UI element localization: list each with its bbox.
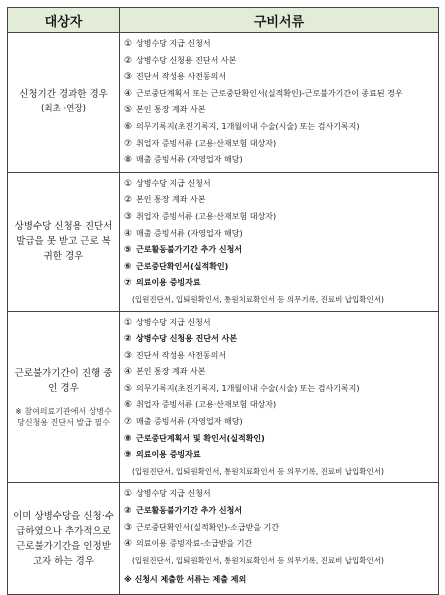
target-cell (8, 33, 120, 173)
item-number: ③ (124, 72, 133, 83)
target-cell (8, 311, 120, 483)
item-text: 매출 증빙서류 (자영업자 해당) (136, 417, 243, 427)
item-number: ⑨ (124, 450, 132, 461)
item-number: ① (124, 489, 133, 500)
document-item (124, 176, 435, 193)
document-item (124, 53, 435, 70)
item-text: 의료이용 증빙자료-소급받을 기간 (136, 539, 253, 549)
document-item (124, 381, 435, 398)
item-text: 의료이용 증빙자료 (136, 450, 201, 460)
document-item (124, 431, 435, 448)
document-item (124, 136, 435, 153)
required-documents-table (7, 7, 439, 595)
table-row (8, 33, 439, 173)
document-item (124, 364, 435, 381)
item-text: 본인 통장 계좌 사본 (136, 195, 206, 205)
item-number: ⑤ (124, 245, 132, 256)
target-note: ※ 참여의료기관에서 상병수당신청용 진단서 발급 필수 (15, 406, 112, 427)
document-item (124, 536, 435, 553)
item-number: ⑦ (124, 278, 132, 289)
item-number: ⑥ (124, 261, 132, 272)
document-detail: (입원진단서, 입퇴원확인서, 통원치료확인서 등 의무기록, 진료비 납입확인서) (132, 555, 384, 565)
item-text: 매출 증빙서류 (자영업자 해당) (136, 228, 243, 238)
table-row (8, 311, 439, 483)
item-number: ① (124, 39, 133, 49)
target-cell (8, 483, 120, 595)
item-text: 근로중단계획서 및 확인서(실적확인) (136, 433, 265, 443)
document-item (124, 397, 435, 414)
documents-cell (120, 172, 439, 311)
document-item (124, 152, 435, 169)
item-text: 본인 통장 계좌 사본 (136, 367, 206, 377)
document-item (124, 486, 435, 503)
table-row (8, 483, 439, 595)
item-text: 진단서 작성용 사전동의서 (136, 350, 227, 360)
item-text: 본인 통장 계좌 사본 (136, 105, 206, 115)
header-documents: 구비서류 (120, 8, 439, 33)
item-number: ② (124, 195, 133, 206)
item-text: 근로중단확인서(실적확인) (136, 261, 229, 271)
item-text: 매출 증빙서류 (자영업자 해당) (136, 155, 243, 165)
item-text: 상병수당 신청용 진단서 사본 (136, 55, 237, 65)
item-text: 의료이용 증빙자료 (136, 278, 201, 288)
target-cell (8, 172, 120, 311)
item-text: 상병수당 지급 신청서 (136, 39, 211, 48)
document-item (124, 192, 435, 209)
target-sub: (최초 ·연장) (41, 104, 86, 115)
item-number: ⑥ (124, 121, 133, 132)
item-number: ⑥ (124, 400, 133, 411)
document-item (124, 102, 435, 119)
item-text: 근로중단계획서 또는 근로중단확인서(실적확인)-근로불가기간이 종료된 경우 (136, 88, 403, 98)
item-text: 근로활동불가기간 추가 신청서 (136, 506, 243, 516)
document-item (124, 36, 435, 53)
item-text: 진단서 작성용 사전동의서 (136, 72, 227, 82)
item-text: 의무기록지(초진기록지, 1개월이내 수술(시술) 또는 검사기록지) (136, 121, 360, 131)
documents-cell (120, 311, 439, 483)
document-item (124, 275, 435, 292)
item-number: ⑤ (124, 105, 133, 116)
item-number: ⑤ (124, 383, 133, 394)
item-text: 취업자 증빙서류 (고용·산재보험 대상자) (136, 138, 277, 148)
item-number: ③ (124, 211, 133, 222)
table-row (8, 172, 439, 311)
item-number: ② (124, 55, 133, 66)
item-number: ② (124, 506, 132, 517)
item-text: 상병수당 지급 신청서 (136, 317, 211, 327)
target-main: 상병수당 신청용 진단서 발급을 못 받고 근로 복귀한 경우 (14, 221, 113, 263)
header-target: 대상자 (8, 8, 120, 33)
item-number: ⑧ (124, 155, 133, 166)
item-text: 상병수당 신청용 진단서 사본 (136, 334, 238, 344)
documents-cell (120, 33, 439, 173)
item-number: ② (124, 334, 132, 345)
document-item (124, 503, 435, 520)
item-number: ③ (124, 522, 133, 533)
document-item (124, 86, 435, 103)
document-item (124, 209, 435, 226)
document-item (124, 226, 435, 243)
document-item (124, 520, 435, 537)
target-main: 신청기간 경과한 경우 (19, 89, 108, 101)
target-main: 근로불가기간이 진행 중인 경우 (14, 367, 113, 394)
item-number: ① (124, 317, 133, 328)
footnote: ※ 신청시 제출한 서류는 제출 제외 (124, 575, 247, 585)
item-number: ① (124, 178, 133, 189)
item-text: 근로활동불가기간 추가 신청서 (136, 245, 243, 255)
item-number: ⑧ (124, 433, 132, 444)
item-number: ④ (124, 367, 133, 378)
document-item (124, 315, 435, 332)
document-item (124, 119, 435, 136)
item-text: 취업자 증빙서류 (고용·산재보험 대상자) (136, 211, 277, 221)
document-table-wrapper (7, 7, 438, 595)
item-number: ⑦ (124, 417, 133, 428)
document-detail: (입원진단서, 입퇴원확인서, 통원치료확인서 등 의무기록, 진료비 납입확인서) (132, 294, 384, 304)
table-header-row (8, 8, 439, 33)
document-item (124, 259, 435, 276)
item-text: 상병수당 지급 신청서 (136, 178, 211, 188)
item-number: ④ (124, 539, 133, 550)
item-number: ④ (124, 228, 133, 239)
document-item (124, 242, 435, 259)
document-item (124, 69, 435, 86)
target-main: 이미 상병수당을 신청·수급하였으나 추가적으로 근로불가기간을 인정받고자 하는 경우 (13, 510, 114, 567)
item-number: ⑦ (124, 138, 133, 149)
documents-cell (120, 483, 439, 595)
item-number: ④ (124, 88, 133, 99)
document-item (124, 447, 435, 464)
document-item (124, 348, 435, 365)
item-text: 상병수당 지급 신청서 (136, 489, 211, 499)
item-text: 근로중단확인서(실적확인)-소급받을 기간 (136, 522, 280, 532)
document-detail: (입원진단서, 입퇴원확인서, 통원치료확인서 등 의무기록, 진료비 납입확인서) (132, 466, 384, 476)
document-item (124, 414, 435, 431)
item-number: ③ (124, 350, 133, 361)
item-text: 의무기록지(초진기록지, 1개월이내 수술(시술) 또는 검사기록지) (136, 383, 360, 393)
document-item (124, 331, 435, 348)
item-text: 취업자 증빙서류 (고용·산재보험 대상자) (136, 400, 277, 410)
